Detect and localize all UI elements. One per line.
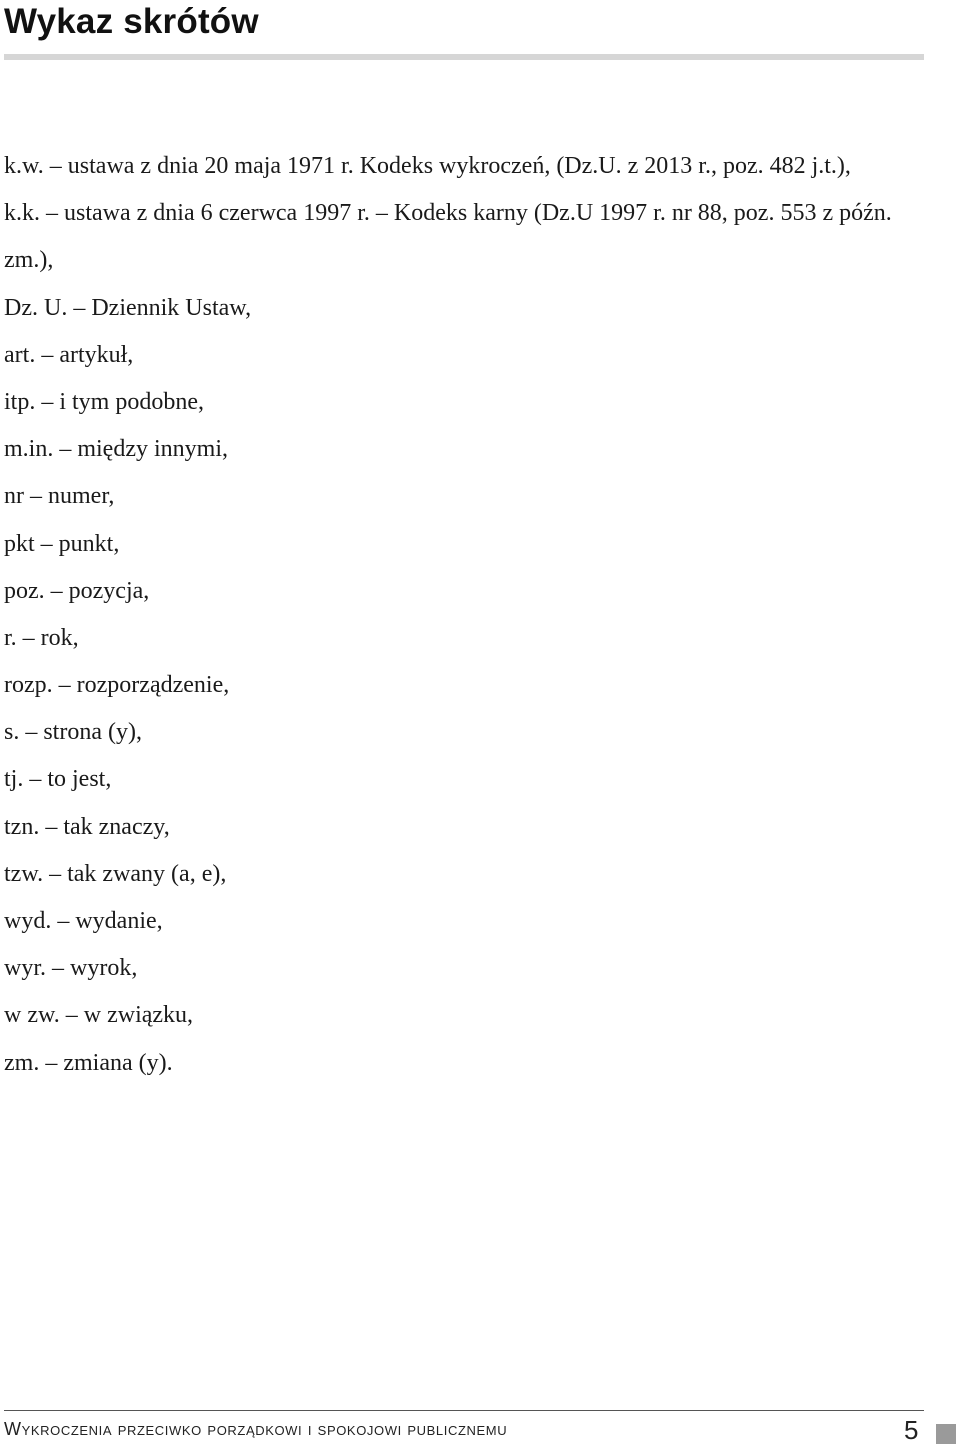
footer-square-marker [936,1424,956,1444]
entry-definition: ustawa z dnia 20 maja 1971 r. Kodeks wykroczeń, (Dz.U. z 2013 r., poz. 482 j.t.), [67,153,851,179]
entry-abbreviation: art. [4,341,36,368]
page-title: Wykaz skrótów [4,2,259,41]
abbreviation-entry [4,568,944,615]
abbreviation-entry [4,379,944,426]
footer-running-title: Wykroczenia przeciwko porządkowi i spokojowi publicznemu [4,1419,508,1439]
entry-dash: – [65,1002,78,1029]
entry-definition: pozycja, [68,577,150,604]
abbreviation-entry [4,851,944,898]
entry-dash: – [29,766,42,793]
entry-abbreviation: poz. [4,577,45,604]
abbreviation-entry [4,1040,944,1087]
entry-abbreviation: tj. [4,766,24,793]
entry-abbreviation: s. [4,719,20,746]
entry-definition: rok, [40,624,79,651]
entry-dash: – [45,1049,58,1076]
entry-dash: – [49,153,62,179]
abbreviation-entry [4,992,944,1039]
entry-definition: zmiana (y). [63,1049,173,1076]
page-number: 5 [904,1415,919,1445]
entry-abbreviation: wyr. [4,955,46,982]
entry-dash: – [58,672,71,699]
entry-abbreviation: tzw. [4,860,44,887]
entry-abbreviation: Dz. U. [4,294,68,321]
entry-dash: – [49,860,62,887]
entry-abbreviation: rozp. [4,672,53,699]
entry-dash: – [52,955,64,982]
entry-definition: Dziennik Ustaw, [91,294,252,321]
abbreviation-entry [4,521,944,568]
entry-dash: – [46,200,58,227]
abbreviation-entry [4,756,944,803]
abbreviation-list [4,143,944,1087]
entry-abbreviation: nr [4,483,24,510]
abbreviation-entry [4,615,944,662]
entry-dash: – [40,530,53,557]
abbreviation-entry [4,190,944,284]
entry-definition: artykuł, [59,341,134,368]
abbreviation-entry [4,143,944,190]
entry-abbreviation: itp. [4,388,36,415]
entry-abbreviation: m.in. [4,436,54,463]
entry-definition: w związku, [83,1002,194,1029]
entry-definition: ustawa z dnia 6 czerwca 1997 r. – Kodeks karny (Dz.U 1997 r. nr 88, poz. 553 z późn. zm.), [4,200,892,274]
entry-abbreviation: zm. [4,1049,40,1076]
entry-dash: – [73,294,86,321]
entry-definition: strona (y), [43,719,142,746]
entry-abbreviation: r. [4,624,17,651]
entry-definition: między innymi, [77,436,228,463]
entry-definition: i tym podobne, [59,388,204,415]
footer-divider [4,1410,924,1411]
entry-abbreviation: tzn. [4,813,40,840]
entry-abbreviation: w zw. [4,1002,60,1029]
entry-dash: – [45,813,58,840]
entry-definition: wydanie, [75,908,163,935]
abbreviation-entry [4,945,944,992]
entry-abbreviation: k.w. [4,153,44,179]
abbreviation-entry [4,709,944,756]
entry-abbreviation: pkt [4,530,35,557]
entry-abbreviation: k.k. [4,200,40,227]
entry-definition: numer, [48,483,115,510]
entry-definition: wyrok, [70,955,138,982]
entry-dash: – [59,436,72,463]
abbreviation-entry [4,662,944,709]
entry-dash: – [22,624,35,651]
entry-definition: to jest, [47,766,112,793]
entry-definition: tak znaczy, [63,813,170,840]
entry-dash: – [41,388,54,415]
abbreviation-entry [4,804,944,851]
entry-definition: punkt, [58,530,120,557]
entry-dash: – [30,483,42,510]
abbreviation-entry [4,473,944,520]
entry-dash: – [41,341,54,368]
abbreviation-entry [4,332,944,379]
entry-dash: – [57,908,70,935]
abbreviation-entry [4,426,944,473]
entry-definition: tak zwany (a, e), [67,860,227,887]
abbreviation-entry [4,898,944,945]
entry-dash: – [25,719,38,746]
entry-dash: – [50,577,63,604]
abbreviation-entry [4,285,944,332]
entry-abbreviation: wyd. [4,908,52,935]
entry-definition: rozporządzenie, [76,672,230,699]
title-divider [4,54,924,60]
